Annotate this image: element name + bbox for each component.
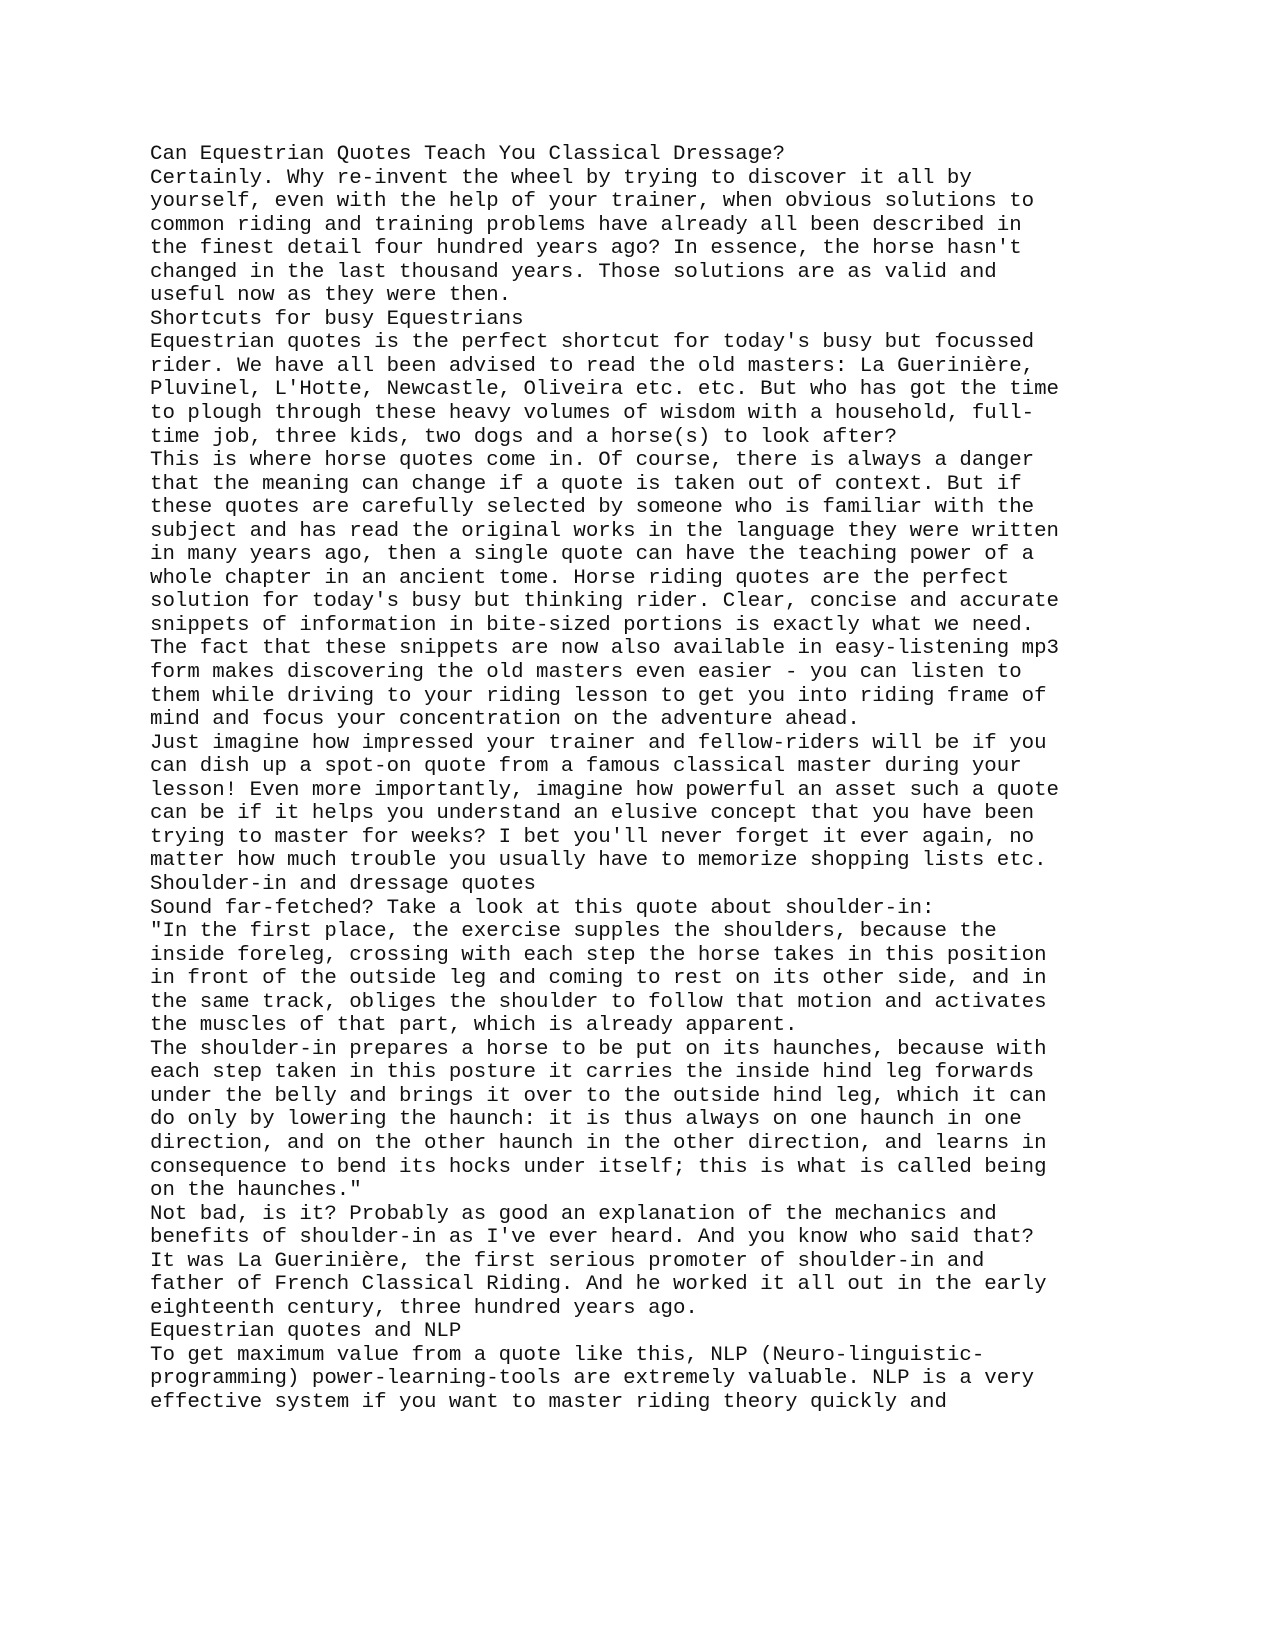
text-line: can be if it helps you understand an elusive concept that you have been bbox=[150, 802, 1035, 826]
text-line: It was La Guerinière, the first serious promoter of shoulder-in and bbox=[150, 1249, 985, 1273]
text-line: Just imagine how impressed your trainer and fellow-riders will be if you bbox=[150, 731, 1047, 755]
text-line: eighteenth century, three hundred years ago. bbox=[150, 1296, 698, 1320]
text-line: yourself, even with the help of your trainer, when obvious solutions to bbox=[150, 190, 1035, 214]
document-body bbox=[150, 143, 1059, 1415]
text-line: effective system if you want to master riding theory quickly and bbox=[150, 1390, 947, 1414]
text-line: common riding and training problems have already all been described in bbox=[150, 213, 1022, 237]
text-line: the same track, obliges the shoulder to follow that motion and activates bbox=[150, 990, 1047, 1014]
text-line: "In the first place, the exercise supples the shoulders, because the bbox=[150, 920, 997, 944]
text-line: under the belly and brings it over to the outside hind leg, which it can bbox=[150, 1084, 1047, 1108]
text-line: the muscles of that part, which is already apparent. bbox=[150, 1014, 798, 1038]
text-line: trying to master for weeks? I bet you'll never forget it ever again, no bbox=[150, 825, 1035, 849]
text-line: matter how much trouble you usually have to memorize shopping lists etc. bbox=[150, 849, 1047, 873]
text-line: time job, three kids, two dogs and a horse(s) to look after? bbox=[150, 425, 898, 449]
text-line: inside foreleg, crossing with each step the horse takes in this position bbox=[150, 943, 1047, 967]
section-heading: Shortcuts for busy Equestrians bbox=[150, 307, 524, 331]
text-line: benefits of shoulder-in as I've ever heard. And you know who said that? bbox=[150, 1226, 1035, 1250]
text-line: Pluvinel, L'Hotte, Newcastle, Oliveira etc. etc. But who has got the time bbox=[150, 378, 1059, 402]
text-line: Not bad, is it? Probably as good an explanation of the mechanics and bbox=[150, 1202, 997, 1226]
text-line: Certainly. Why re-invent the wheel by trying to discover it all by bbox=[150, 166, 972, 190]
text-line: the finest detail four hundred years ago? In essence, the horse hasn't bbox=[150, 237, 1022, 261]
text-line: consequence to bend its hocks under itself; this is what is called being bbox=[150, 1155, 1047, 1179]
text-line: The shoulder-in prepares a horse to be put on its haunches, because with bbox=[150, 1037, 1047, 1061]
text-line: to plough through these heavy volumes of wisdom with a household, full- bbox=[150, 402, 1035, 426]
text-line: whole chapter in an ancient tome. Horse riding quotes are the perfect bbox=[150, 566, 1010, 590]
text-line: useful now as they were then. bbox=[150, 284, 512, 308]
text-line: Sound far-fetched? Take a look at this quote about shoulder-in: bbox=[150, 896, 935, 920]
text-line: that the meaning can change if a quote is taken out of context. But if bbox=[150, 472, 1022, 496]
text-line: lesson! Even more importantly, imagine how powerful an asset such a quote bbox=[150, 778, 1059, 802]
text-line: mind and focus your concentration on the adventure ahead. bbox=[150, 708, 860, 732]
text-line: rider. We have all been advised to read the old masters: La Guerinière, bbox=[150, 354, 1035, 378]
text-line: on the haunches." bbox=[150, 1179, 362, 1203]
section-heading: Equestrian quotes and NLP bbox=[150, 1320, 462, 1344]
text-line: in front of the outside leg and coming to rest on its other side, and in bbox=[150, 967, 1047, 991]
text-line: solution for today's busy but thinking rider. Clear, concise and accurate bbox=[150, 590, 1059, 614]
text-line: changed in the last thousand years. Those solutions are as valid and bbox=[150, 260, 997, 284]
section-heading: Can Equestrian Quotes Teach You Classical Dressage? bbox=[150, 143, 786, 166]
text-line: snippets of information in bite-sized portions is exactly what we need. bbox=[150, 613, 1035, 637]
text-line: them while driving to your riding lesson to get you into riding frame of bbox=[150, 684, 1047, 708]
text-line: The fact that these snippets are now also available in easy-listening mp3 bbox=[150, 637, 1059, 661]
text-line: This is where horse quotes come in. Of course, there is always a danger bbox=[150, 449, 1035, 473]
text-line: in many years ago, then a single quote can have the teaching power of a bbox=[150, 543, 1035, 567]
section-heading: Shoulder-in and dressage quotes bbox=[150, 872, 537, 896]
text-line: do only by lowering the haunch: it is thus always on one haunch in one bbox=[150, 1108, 1022, 1132]
text-line: direction, and on the other haunch in the other direction, and learns in bbox=[150, 1131, 1047, 1155]
text-line: Equestrian quotes is the perfect shortcut for today's busy but focussed bbox=[150, 331, 1035, 355]
text-line: each step taken in this posture it carries the inside hind leg forwards bbox=[150, 1061, 1035, 1085]
text-line: these quotes are carefully selected by someone who is familiar with the bbox=[150, 496, 1035, 520]
text-line: father of French Classical Riding. And he worked it all out in the early bbox=[150, 1273, 1047, 1297]
text-line: To get maximum value from a quote like this, NLP (Neuro-linguistic- bbox=[150, 1343, 985, 1367]
text-line: form makes discovering the old masters even easier - you can listen to bbox=[150, 661, 1022, 685]
text-line: can dish up a spot-on quote from a famous classical master during your bbox=[150, 755, 1022, 779]
text-line: programming) power-learning-tools are extremely valuable. NLP is a very bbox=[150, 1367, 1035, 1391]
text-line: subject and has read the original works in the language they were written bbox=[150, 519, 1059, 543]
